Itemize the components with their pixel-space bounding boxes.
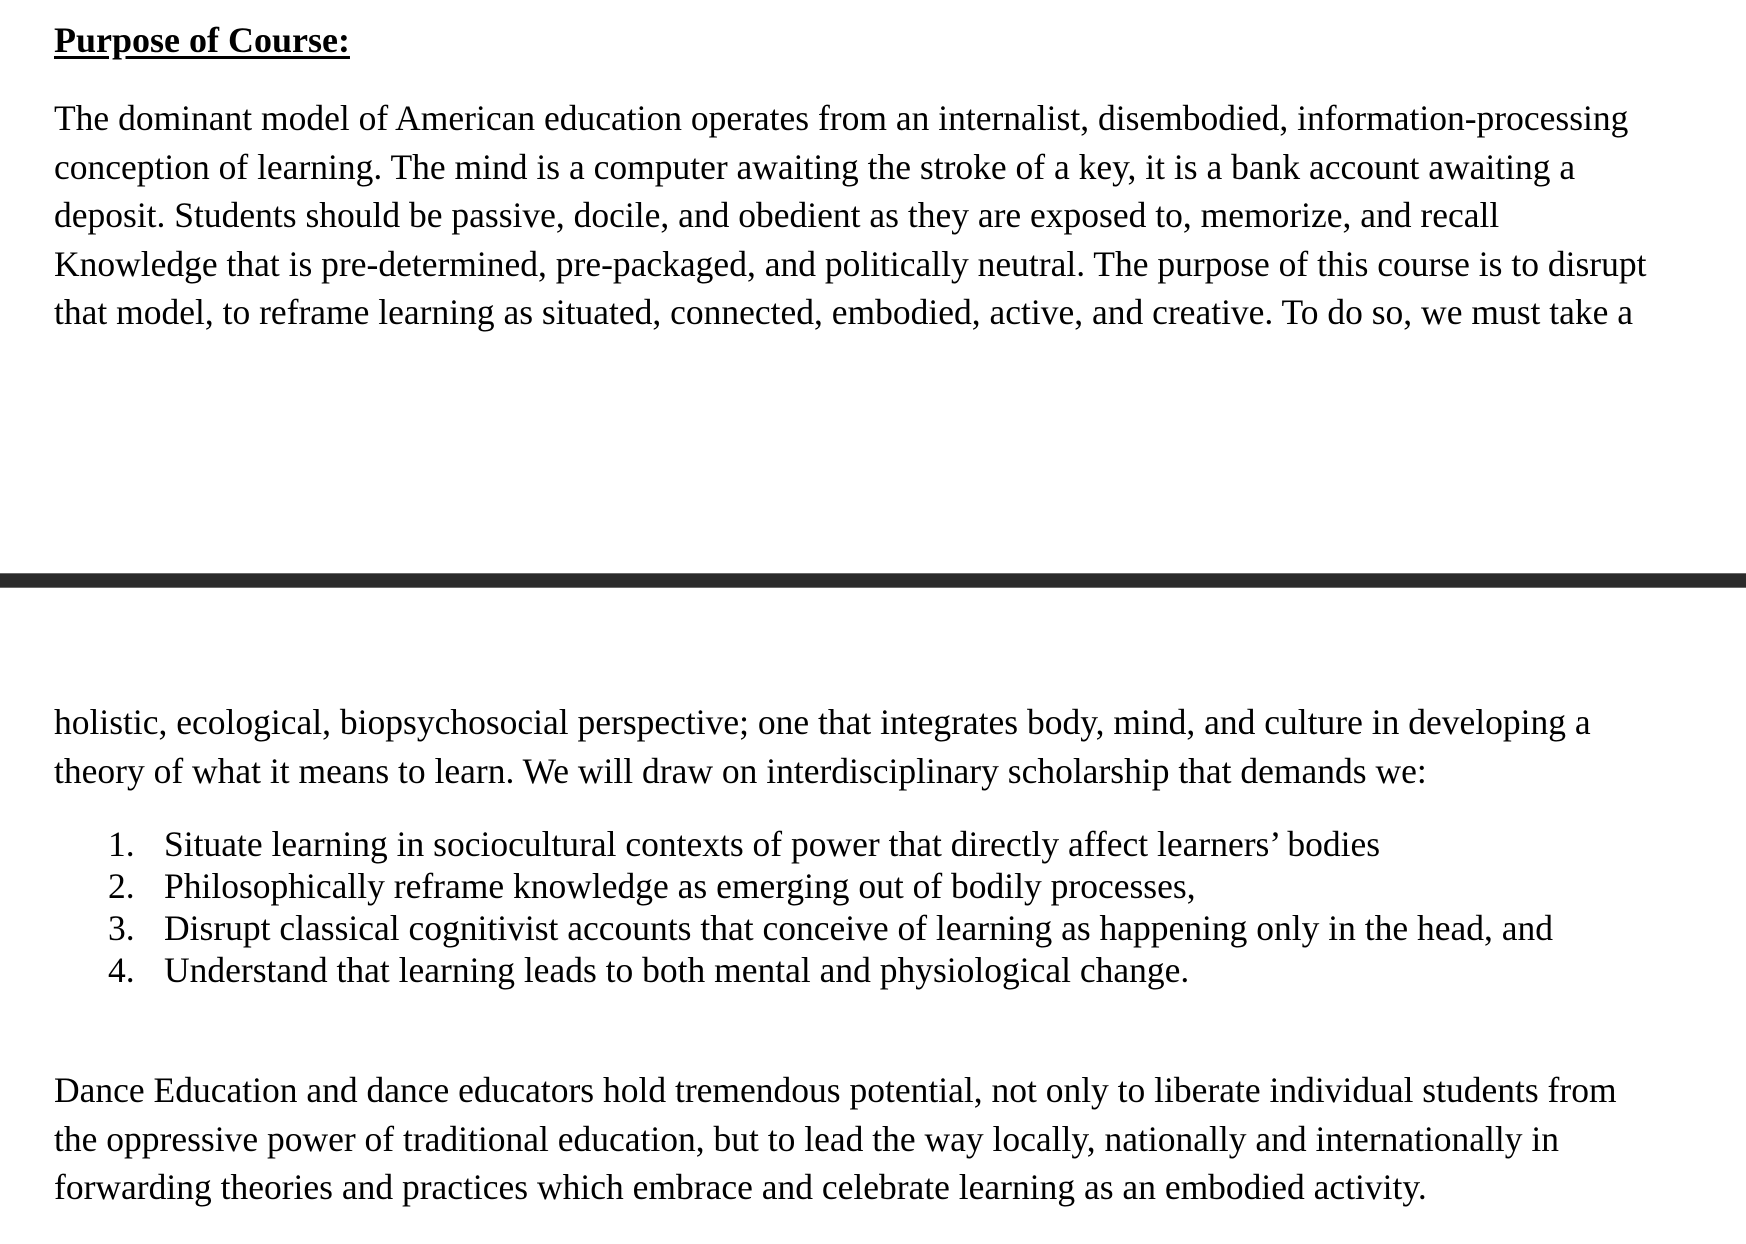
list-text: Disrupt classical cognitivist accounts that conceive of learning as happening only in the head, and (164, 908, 1554, 948)
list-number: 2. (108, 866, 135, 906)
numbered-list (108, 823, 1553, 991)
page-break-divider (0, 573, 1746, 588)
list-item (108, 823, 1553, 865)
document-page-top (0, 0, 1746, 572)
paragraph-continuation (54, 698, 1714, 795)
paragraph-line: Dance Education and dance educators hold tremendous potential, not only to liberate individual students from (54, 1070, 1617, 1110)
paragraph-line: that model, to reframe learning as situated, connected, embodied, active, and creative. To do so, we must take a (54, 292, 1634, 333)
paragraph-line: The dominant model of American education operates from an internalist, disembodied, information-processing (54, 98, 1629, 138)
paragraph-line: deposit. Students should be passive, docile, and obedient as they are exposed to, memorize, and recall (54, 195, 1500, 236)
list-text: Situate learning in sociocultural contexts of power that directly affect learners’ bodies (164, 824, 1381, 864)
paragraph-line: holistic, ecological, biopsychosocial perspective; one that integrates body, mind, and culture in developing a (54, 702, 1591, 742)
list-number: 4. (108, 950, 135, 990)
paragraph-line: conception of learning. The mind is a computer awaiting the stroke of a key, it is a bank account awaiting a (54, 146, 1576, 187)
paragraph-line: forwarding theories and practices which embrace and celebrate learning as an embodied activity. (54, 1167, 1427, 1208)
list-number: 1. (108, 824, 135, 864)
list-item (108, 949, 1553, 991)
list-item (108, 865, 1553, 907)
list-number: 3. (108, 908, 135, 948)
list-text: Philosophically reframe knowledge as emerging out of bodily processes, (164, 866, 1196, 906)
paragraph-line: theory of what it means to learn. We will draw on interdisciplinary scholarship that demands we: (54, 750, 1427, 791)
paragraph-line: the oppressive power of traditional education, but to lead the way locally, nationally and internationally in (54, 1118, 1560, 1159)
document-page-bottom (0, 589, 1746, 1244)
paragraph-intro (54, 94, 1714, 337)
section-heading: Purpose of Course: (54, 20, 350, 60)
list-text: Understand that learning leads to both mental and physiological change. (164, 950, 1190, 990)
list-item (108, 907, 1553, 949)
paragraph-conclusion (54, 1066, 1714, 1212)
paragraph-line: Knowledge that is pre-determined, pre-packaged, and politically neutral. The purpose of this course is to disrupt (54, 243, 1647, 284)
